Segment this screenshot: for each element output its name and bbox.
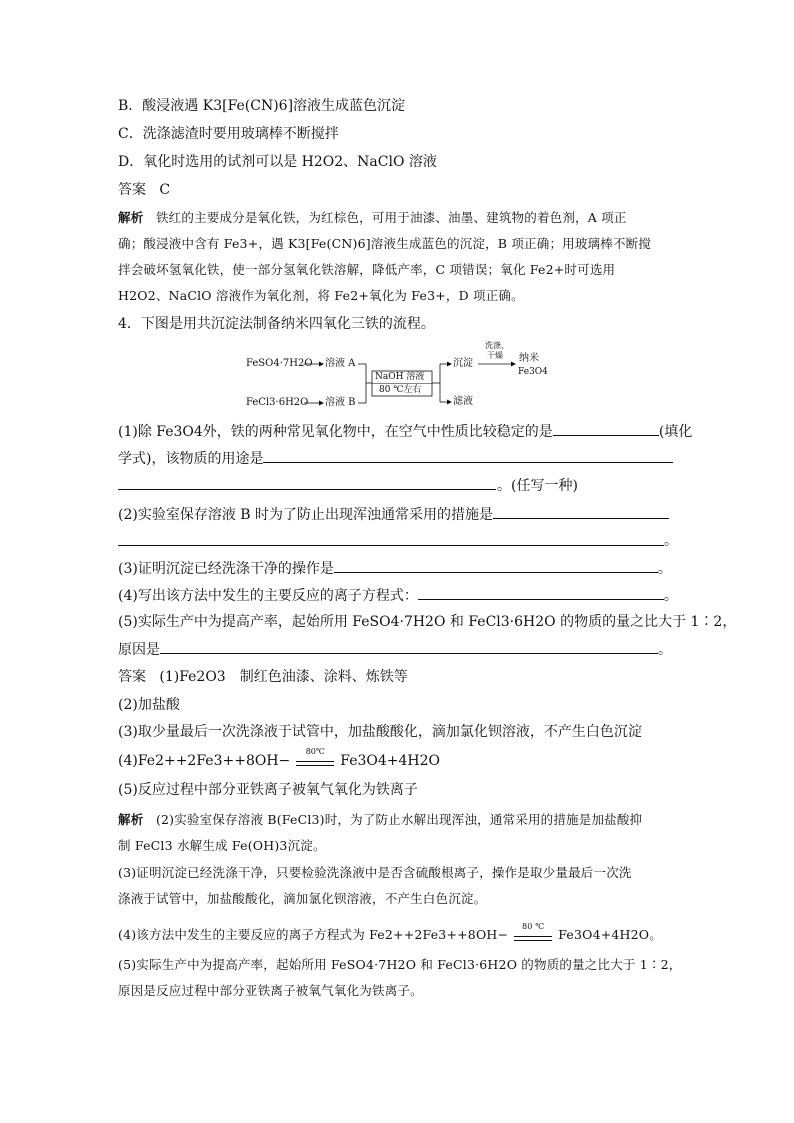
answer-4-line2: (2)加盐酸 (118, 697, 180, 713)
diagram-reactant1: FeSO4·7H2O (246, 358, 313, 369)
question-4-part5-line1: (5)实际生产中为提高产率，起始所用 FeSO4·7H2O 和 FeCl3·6H2O 的物质的量之比大于 1∶2， (118, 614, 737, 630)
answer-4-line4: (4)Fe2++2Fe3++8OH− 80℃ Fe3O4+4H2O (118, 747, 441, 769)
answer-4-line3: (3)取少量最后一次洗涤液于试管中，加盐酸酸化，滴加氯化钡溶液，不产生白色沉淀 (118, 724, 642, 740)
question-4-stem: 4．下图是用共沉淀法制备纳米四氧化三铁的流程。 (118, 316, 435, 332)
equation-arrow: 80℃ (296, 754, 334, 768)
answer-blank[interactable] (418, 585, 664, 600)
answer-label: 答案 (118, 182, 146, 198)
end-mark: 。 (664, 533, 678, 549)
equation-arrow: 80 ℃ (514, 929, 552, 943)
answer-4-line5: (5)反应过程中部分亚铁离子被氧气氧化为铁离子 (118, 782, 418, 798)
analysis-4-line3: (3)证明沉淀已经洗涤干净，只要检验洗涤液中是否含硫酸根离子，操作是取少量最后一次洗 (118, 865, 632, 880)
question-4-part4: (4)写出该方法中发生的主要反应的离子方程式： 。 (118, 585, 678, 606)
analysis-4-line7: 原因是反应过程中部分亚铁离子被氧气氧化为铁离子。 (118, 983, 423, 998)
analysis-3-line4: H2O2、NaClO 溶液作为氧化剂，将 Fe2+氧化为 Fe3+，D 项正确。 (118, 288, 524, 303)
answer-blank[interactable] (160, 639, 658, 654)
answer-4-line1: 答案 (1)Fe2O3 制红色油漆、涂料、炼铁等 (118, 669, 408, 685)
diagram-condition-top: NaOH 溶液 (375, 372, 425, 382)
diagram-product2: Fe3O4 (518, 367, 548, 377)
question-4-part3: (3)证明沉淀已经洗涤干净的操作是 。 (118, 558, 672, 579)
answer-blank[interactable] (334, 558, 658, 573)
answer-blank[interactable] (263, 448, 673, 463)
diagram-step-top: 洗涤、 (485, 341, 509, 350)
question-4-part5-line2: 原因是 。 (118, 639, 672, 660)
diagram-condition-bottom: 80 ℃左右 (379, 385, 422, 395)
diagram-precipitate: 沉淀 (453, 358, 473, 369)
analysis-label: 解析 (118, 210, 144, 225)
answer-blank[interactable] (493, 504, 669, 519)
analysis-3-line1: 解析 铁红的主要成分是氧化铁，为红棕色，可用于油漆、油墨、建筑物的着色剂，A 项正 (118, 210, 627, 225)
option-b: B．酸浸液遇 K3[Fe(CN)6]溶液生成蓝色沉淀 (118, 98, 406, 114)
flow-diagram (246, 341, 566, 412)
question-4-part1-line3-end: 。(任写一种) (497, 478, 578, 494)
answer-value: C (159, 182, 171, 198)
answer-rule[interactable] (118, 545, 664, 546)
diagram-solution-b: 溶液 B (325, 397, 356, 408)
diagram-reactant2: FeCl3·6H2O (246, 397, 309, 408)
option-d: D．氧化时选用的试剂可以是 H2O2、NaClO 溶液 (118, 154, 437, 170)
question-4-part1-line2: 学式)，该物质的用途是 (118, 448, 673, 469)
diagram-filtrate: 滤液 (453, 396, 473, 407)
analysis-4-line1: 解析 (2)实验室保存溶液 B(FeCl3)时，为了防止水解出现浑浊，通常采用的措施是加盐酸抑 (118, 812, 643, 827)
diagram-step-bottom: 干燥 (487, 351, 503, 360)
question-4-part2: (2)实验室保存溶液 B 时为了防止出现浑浊通常采用的措施是 (118, 504, 669, 525)
analysis-4-line2: 制 FeCl3 水解生成 Fe(OH)3沉淀。 (118, 838, 326, 853)
analysis-4-line5: (4)该方法中发生的主要反应的离子方程式为 Fe2++2Fe3++8OH− 80 ℃ Fe3O4+4H2O。 (118, 921, 662, 942)
analysis-label: 解析 (118, 812, 144, 827)
diagram-product1: 纳米 (519, 353, 539, 364)
question-4-part1-line1: (1)除 Fe3O4外，铁的两种常见氧化物中，在空气中性质比较稳定的是 (填化 (118, 421, 692, 442)
answer-3 (118, 180, 170, 200)
analysis-4-line4: 涤液于试管中，加盐酸酸化，滴加氯化钡溶液，不产生白色沉淀。 (118, 891, 487, 906)
option-c: C．洗涤滤渣时要用玻璃棒不断搅拌 (118, 126, 339, 142)
answer-label: 答案 (118, 669, 146, 685)
analysis-3-line2: 确；酸浸液中含有 Fe3+，遇 K3[Fe(CN)6]溶液生成蓝色的沉淀，B 项正确；用玻璃棒不断搅 (118, 236, 652, 251)
answer-blank[interactable] (553, 421, 659, 436)
diagram-solution-a: 溶液 A (325, 358, 356, 369)
analysis-4-line6: (5)实际生产中为提高产率，起始所用 FeSO4·7H2O 和 FeCl3·6H2O 的物质的量之比大于 1∶2， (118, 957, 682, 972)
answer-rule[interactable] (118, 489, 496, 490)
analysis-3-line3: 拌会破坏氢氧化铁，使一部分氢氧化铁溶解，降低产率，C 项错误；氧化 Fe2+时可选用 (118, 262, 616, 277)
